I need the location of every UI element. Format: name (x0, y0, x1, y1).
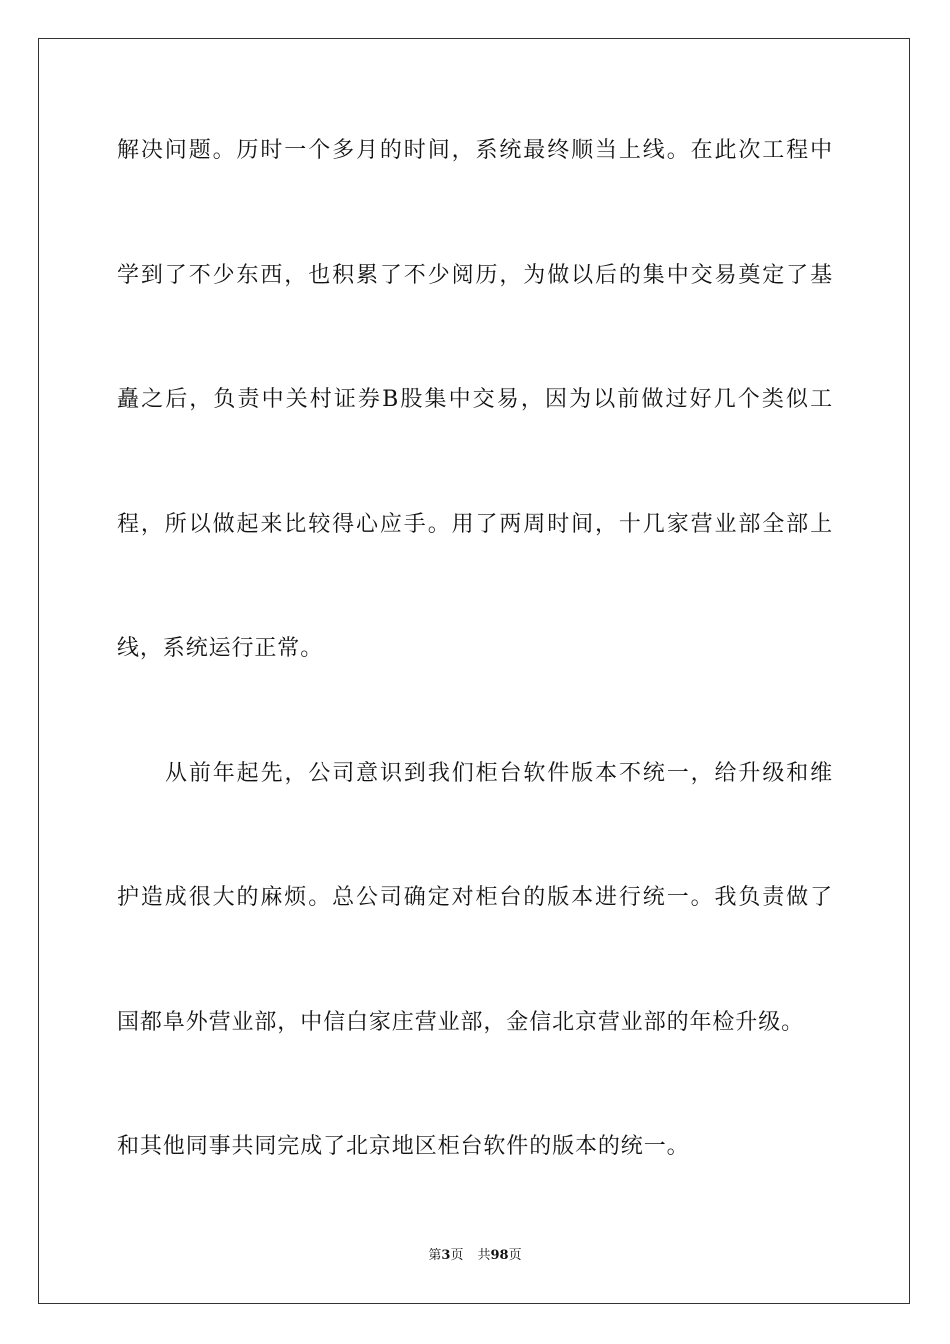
body-line-4: 程，所以做起来比较得心应手。用了两周时间，十几家营业部全部上 (117, 512, 833, 537)
page-number: 3 (441, 1248, 451, 1263)
page-border (38, 38, 910, 1304)
page-prefix: 第 (428, 1248, 442, 1263)
body-line-1: 解决问题。历时一个多月的时间，系统最终顺当上线。在此次工程中 (117, 138, 833, 163)
body-line-7: 护造成很大的麻烦。总公司确定对柜台的版本进行统一。我负责做了 (117, 885, 833, 910)
total-pages: 98 (490, 1248, 509, 1263)
page-suffix: 页 (450, 1248, 464, 1263)
body-line-5: 线，系统运行正常。 (117, 636, 324, 661)
total-prefix: 共 (477, 1248, 491, 1263)
body-line-6: 从前年起先，公司意识到我们柜台软件版本不统一，给升级和维 (165, 761, 833, 786)
body-line-3: 矗之后，负责中关村证券B股集中交易，因为以前做过好几个类似工 (117, 387, 833, 412)
total-suffix: 页 (508, 1248, 522, 1263)
page-footer (0, 1247, 950, 1265)
body-line-8: 国都阜外营业部，中信白家庄营业部，金信北京营业部的年检升级。 (117, 1010, 805, 1035)
body-line-9: 和其他同事共同完成了北京地区柜台软件的版本的统一。 (117, 1134, 690, 1159)
body-line-2: 学到了不少东西，也积累了不少阅历，为做以后的集中交易奠定了基 (117, 263, 833, 288)
